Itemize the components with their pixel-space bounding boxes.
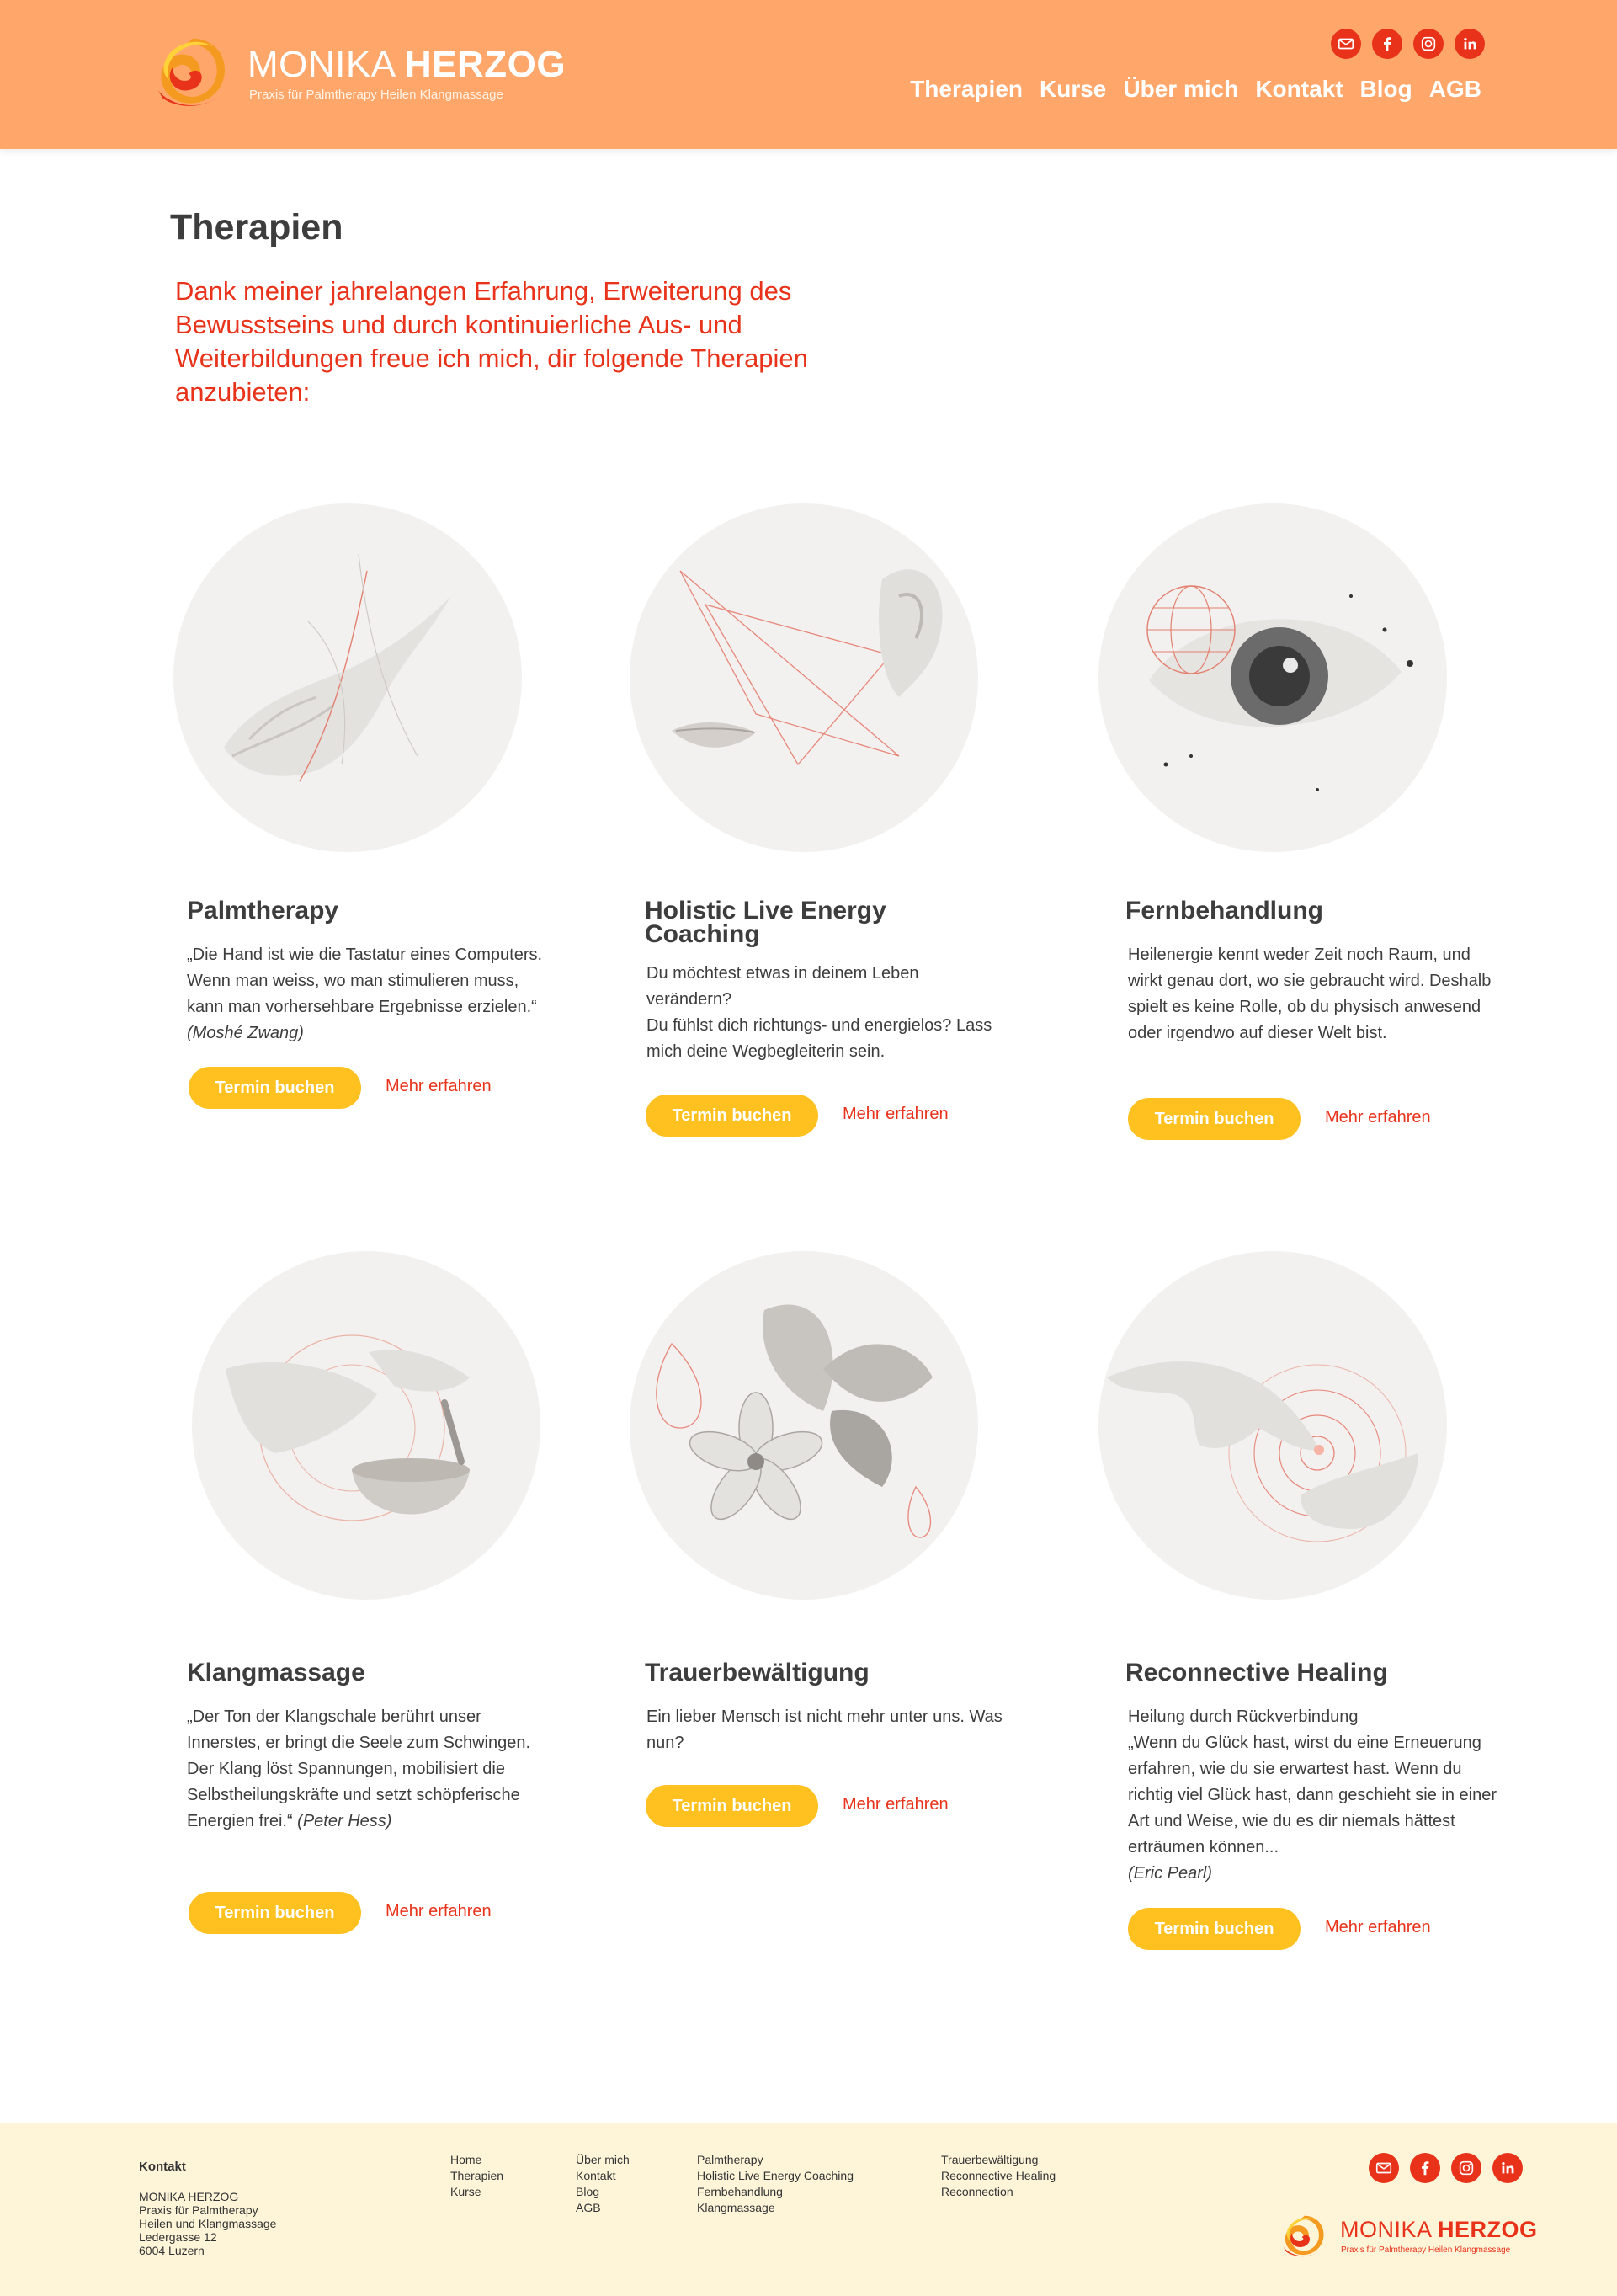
site-footer	[0, 2123, 1617, 2296]
ear-mouth-illustration	[630, 503, 978, 852]
book-appointment-button[interactable]: Termin buchen	[646, 1785, 818, 1827]
book-appointment-button[interactable]: Termin buchen	[189, 1067, 361, 1109]
learn-more-link[interactable]: Mehr erfahren	[843, 1105, 949, 1123]
footer-link-reconnection[interactable]: Reconnection	[941, 2185, 1013, 2198]
logo-swirl-icon	[1279, 2212, 1328, 2261]
footer-links-info	[576, 2152, 630, 2216]
book-appointment-button[interactable]: Termin buchen	[1128, 1908, 1301, 1950]
footer-address: MONIKA HERZOG Praxis für Palmtherapy Heilen und Klangmassage Ledergasse 12 6004 Luzern	[139, 2190, 277, 2257]
learn-more-link[interactable]: Mehr erfahren	[386, 1902, 492, 1920]
footer-link-blog[interactable]: Blog	[576, 2185, 600, 2198]
eye-globe-illustration	[1098, 503, 1447, 852]
main-nav	[910, 76, 1481, 103]
mail-icon[interactable]	[1369, 2153, 1399, 2183]
card-title: Trauerbewältigung	[645, 1659, 870, 1686]
footer-links-therapies-1	[697, 2152, 854, 2216]
footer-link-therapien[interactable]: Therapien	[450, 2169, 504, 2182]
nav-ueber-mich[interactable]: Über mich	[1123, 76, 1239, 102]
book-appointment-button[interactable]: Termin buchen	[189, 1892, 361, 1934]
nav-kontakt[interactable]: Kontakt	[1255, 76, 1343, 102]
footer-link-kurse[interactable]: Kurse	[450, 2185, 481, 2198]
facebook-icon[interactable]	[1372, 29, 1402, 59]
site-header	[0, 0, 1617, 149]
card-title: Reconnective Healing	[1125, 1659, 1388, 1686]
nav-agb[interactable]: AGB	[1428, 76, 1481, 102]
footer-link-fernbehandlung[interactable]: Fernbehandlung	[697, 2185, 783, 2198]
facebook-icon[interactable]	[1410, 2153, 1440, 2183]
learn-more-link[interactable]: Mehr erfahren	[1325, 1918, 1431, 1936]
footer-link-reconnective-healing[interactable]: Reconnective Healing	[941, 2169, 1056, 2182]
footer-link-trauerbewaeltigung[interactable]: Trauerbewältigung	[941, 2153, 1039, 2166]
card-title: Klangmassage	[187, 1659, 365, 1686]
learn-more-link[interactable]: Mehr erfahren	[1325, 1108, 1431, 1127]
footer-link-holistic-coaching[interactable]: Holistic Live Energy Coaching	[697, 2169, 854, 2182]
card-text: „Die Hand ist wie die Tastatur eines Computers. Wenn man weiss, wo man stimulieren muss, kann man vorhersehbare Ergebnisse erzielen.“ (Moshé Zwang)	[187, 946, 543, 1042]
card-text: Du möchtest etwas in deinem Leben verändern? Du fühlst dich richtungs- und energielos? Lass mich deine Wegbegleiterin sein.	[646, 964, 992, 1061]
footer-logo[interactable]	[1279, 2212, 1538, 2271]
logo-name: MONIKA HERZOG	[247, 44, 566, 85]
page-title: Therapien	[170, 207, 343, 248]
intro-text: Dank meiner jahrelangen Erfahrung, Erweiterung des Bewusstseins und durch kontinuierliche Aus- und Weiterbildungen freue ich mich, dir folgende Therapien anzubieten:	[175, 276, 808, 407]
logo-name: MONIKA HERZOG	[1340, 2217, 1538, 2242]
nav-blog[interactable]: Blog	[1359, 76, 1412, 102]
singing-bowl-illustration	[192, 1251, 540, 1600]
learn-more-link[interactable]: Mehr erfahren	[386, 1077, 492, 1095]
footer-links-main	[450, 2152, 503, 2200]
logo-tagline: Praxis für Palmtherapy Heilen Klangmassage	[1341, 2245, 1511, 2255]
logo-tagline: Praxis für Palmtherapy Heilen Klangmassage	[249, 88, 503, 102]
footer-link-ueber-mich[interactable]: Über mich	[576, 2153, 630, 2166]
instagram-icon[interactable]	[1451, 2153, 1481, 2183]
book-appointment-button[interactable]: Termin buchen	[646, 1095, 818, 1137]
book-appointment-button[interactable]: Termin buchen	[1128, 1098, 1301, 1140]
flower-leaves-illustration	[630, 1251, 978, 1600]
hand-illustration	[173, 503, 522, 852]
card-text: „Der Ton der Klangschale berührt unser Innerstes, er bringt die Seele zum Schwingen. Der Klang löst Spannungen, mobilisiert die Selbstheilungskräfte und setzt schöpferische Energien frei.“ (Peter Hess)	[187, 1707, 530, 1830]
footer-social-links	[1369, 2153, 1523, 2183]
logo-swirl-icon	[152, 32, 232, 113]
card-title: Palmtherapy	[187, 897, 339, 924]
linkedin-icon[interactable]	[1455, 29, 1485, 59]
pointing-hand-illustration	[1098, 1251, 1447, 1600]
linkedin-icon[interactable]	[1492, 2153, 1523, 2183]
footer-link-klangmassage[interactable]: Klangmassage	[697, 2201, 775, 2214]
footer-link-home[interactable]: Home	[450, 2153, 482, 2166]
nav-kurse[interactable]: Kurse	[1040, 76, 1107, 102]
card-text: Heilenergie kennt weder Zeit noch Raum, und wirkt genau dort, wo sie gebraucht wird. Deshalb spielt es keine Rolle, ob du physisch anwesend oder irgendwo auf dieser Welt bist.	[1128, 946, 1492, 1042]
footer-contact-heading: Kontakt	[139, 2160, 186, 2174]
footer-links-therapies-2	[941, 2152, 1056, 2200]
mail-icon[interactable]	[1331, 29, 1361, 59]
footer-link-agb[interactable]: AGB	[576, 2201, 601, 2214]
header-social-links	[1331, 29, 1485, 59]
learn-more-link[interactable]: Mehr erfahren	[843, 1795, 949, 1814]
card-title: Holistic Live Energy Coaching	[645, 897, 886, 948]
instagram-icon[interactable]	[1413, 29, 1444, 59]
card-text: Ein lieber Mensch ist nicht mehr unter uns. Was nun?	[646, 1707, 1003, 1752]
card-title: Fernbehandlung	[1125, 897, 1323, 924]
footer-link-kontakt[interactable]: Kontakt	[576, 2169, 616, 2182]
card-text: Heilung durch Rückverbindung „Wenn du Glück hast, wirst du eine Erneuerung erfahren, wie du sie erwartest hast. Wenn du richtig viel Glück hast, dann geschieht sie in einer Art und Weise, wie du es dir niemals hättest erträumen können... (Eric Pearl)	[1128, 1707, 1497, 1883]
footer-link-palmtherapy[interactable]: Palmtherapy	[697, 2153, 763, 2166]
nav-therapien[interactable]: Therapien	[910, 76, 1023, 102]
site-logo[interactable]	[152, 32, 566, 116]
